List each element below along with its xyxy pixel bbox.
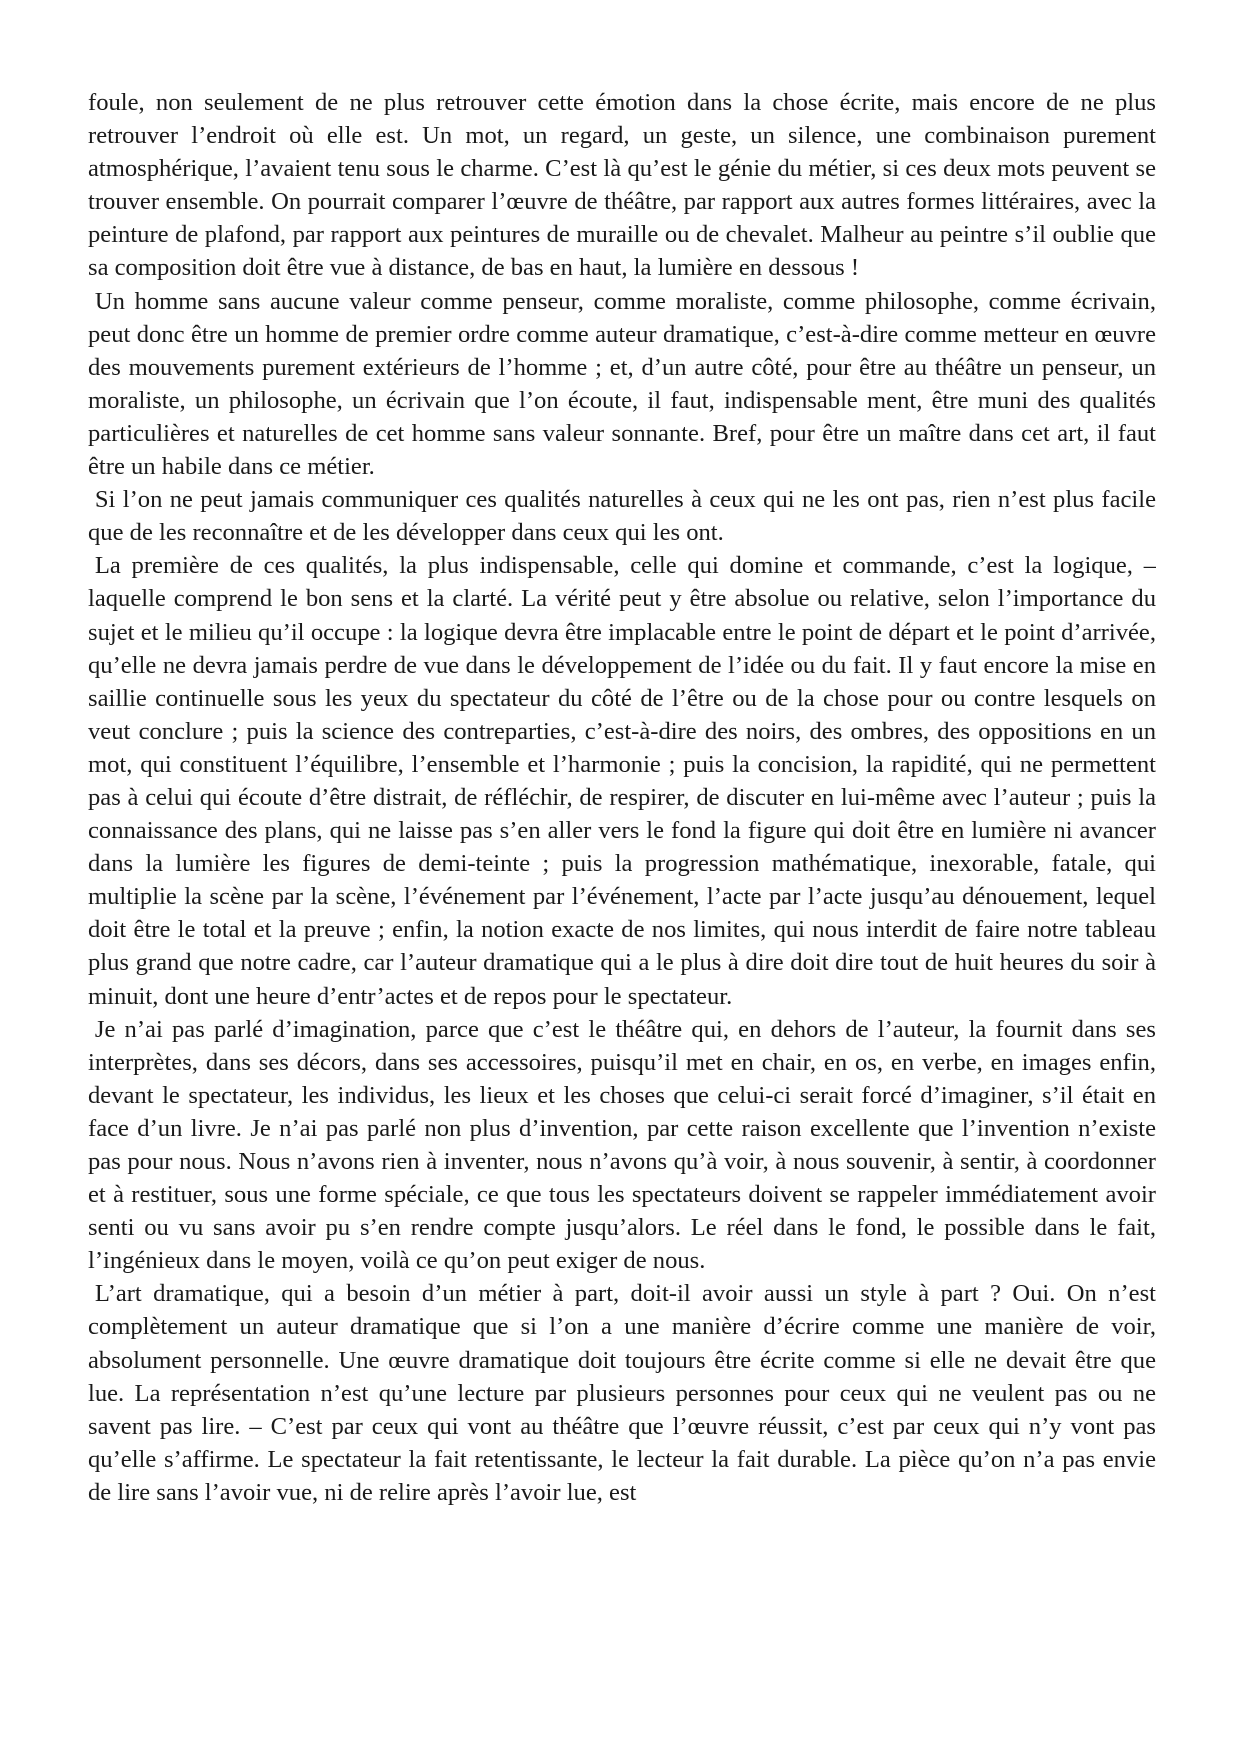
paragraph-5: Je n’ai pas parlé d’imagination, parce que c’est le théâtre qui, en dehors de l’auteur, la fournit dans ses interprètes, dans ses décors, dans ses accessoires, puisqu’il met en chair, en os, en verbe, en images enfin, devant le spectateur, les individus, les lieux et les choses que celui-ci serait forcé d’imaginer, s’il était en face d’un livre. Je n’ai pas parlé non plus d’invention, par cette raison excellente que l’invention n’existe pas pour nous. Nous n’avons rien à inventer, nous n’avons qu’à voir, à nous souvenir, à sentir, à coordonner et à restituer, sous une forme spéciale, ce que tous les spectateurs doivent se rappeler immédiatement avoir senti ou vu sans avoir pu s’en rendre compte jusqu’alors. Le réel dans le fond, le possible dans le fait, l’ingénieux dans le moyen, voilà ce qu’on peut exiger de nous. (88, 1015, 1156, 1275)
paragraph-4: La première de ces qualités, la plus indispensable, celle qui domine et commande, c’est la logique, – laquelle comprend le bon sens et la clarté. La vérité peut y être absolue ou relative, selon l’importance du sujet et le milieu qu’il occupe : la logique devra être implacable entre le point de départ et le point d’arrivée, qu’elle ne devra jamais perdre de vue dans le développement de l’idée ou du fait. Il y faut encore la mise en saillie continuelle sous les yeux du spectateur du côté de l’être ou de la chose pour ou contre lesquels on veut conclure ; puis la science des contreparties, c’est-à-dire des noirs, des ombres, des oppositions en un mot, qui constituent l’équilibre, l’ensemble et l’harmonie ; puis la concision, la rapidité, qui ne permettent pas à celui qui écoute d’être distrait, de réfléchir, de respirer, de discuter en lui-même avec l’auteur ; puis la connaissance des plans, qui ne laisse pas s’en aller vers le fond la figure qui doit être en lumière ni avancer dans la lumière les figures de demi-teinte ; puis la progression mathématique, inexorable, fatale, qui multiplie la scène par la scène, l’événement par l’événement, l’acte par l’acte jusqu’au dénouement, lequel doit être le total et la preuve ; enfin, la notion exacte de nos limites, qui nous interdit de faire notre tableau plus grand que notre cadre, car l’auteur dramatique qui a le plus à dire doit dire tout de huit heures du soir à minuit, dont une heure d’entr’actes et de repos pour le spectateur. (88, 552, 1156, 1010)
paragraph-1: foule, non seulement de ne plus retrouver cette émotion dans la chose écrite, mais encore de ne plus retrouver l’endroit où elle est. Un mot, un regard, un geste, un silence, une combinaison purement atmosphérique, l’avaient tenu sous le charme. C’est là qu’est le génie du métier, si ces deux mots peuvent se trouver ensemble. On pourrait comparer l’œuvre de théâtre, par rapport aux autres formes littéraires, avec la peinture de plafond, par rapport aux peintures de muraille ou de chevalet. Malheur au peintre s’il oublie que sa composition doit être vue à distance, de bas en haut, la lumière en dessous ! (88, 89, 1156, 282)
paragraph-6: L’art dramatique, qui a besoin d’un métier à part, doit-il avoir aussi un style à part ? Oui. On n’est complètement un auteur dramatique que si l’on a une manière d’écrire comme une manière de voir, absolument personnelle. Une œuvre dramatique doit toujours être écrite comme si elle ne devait être que lue. La représentation n’est qu’une lecture par plusieurs personnes pour ceux qui ne veulent pas ou ne savent pas lire. – C’est par ceux qui vont au théâtre que l’œuvre réussit, c’est par ceux qui n’y vont pas qu’elle s’affirme. Le spectateur la fait retentissante, le lecteur la fait durable. La pièce qu’on n’a pas envie de lire sans l’avoir vue, ni de relire après l’avoir lue, est (88, 1280, 1156, 1506)
document-page (88, 86, 1156, 1726)
paragraph-2: Un homme sans aucune valeur comme penseur, comme moraliste, comme philosophe, comme écrivain, peut donc être un homme de premier ordre comme auteur dramatique, c’est-à-dire comme metteur en œuvre des mouvements purement extérieurs de l’homme ; et, d’un autre côté, pour être au théâtre un penseur, un moraliste, un philosophe, un écrivain que l’on écoute, il faut, indispensable ment, être muni des qualités particulières et naturelles de cet homme sans valeur sonnante. Bref, pour être un maître dans cet art, il faut être un habile dans ce métier. (88, 287, 1156, 481)
paragraph-3: Si l’on ne peut jamais communiquer ces qualités naturelles à ceux qui ne les ont pas, rien n’est plus facile que de les reconnaître et de les développer dans ceux qui les ont. (88, 486, 1156, 547)
